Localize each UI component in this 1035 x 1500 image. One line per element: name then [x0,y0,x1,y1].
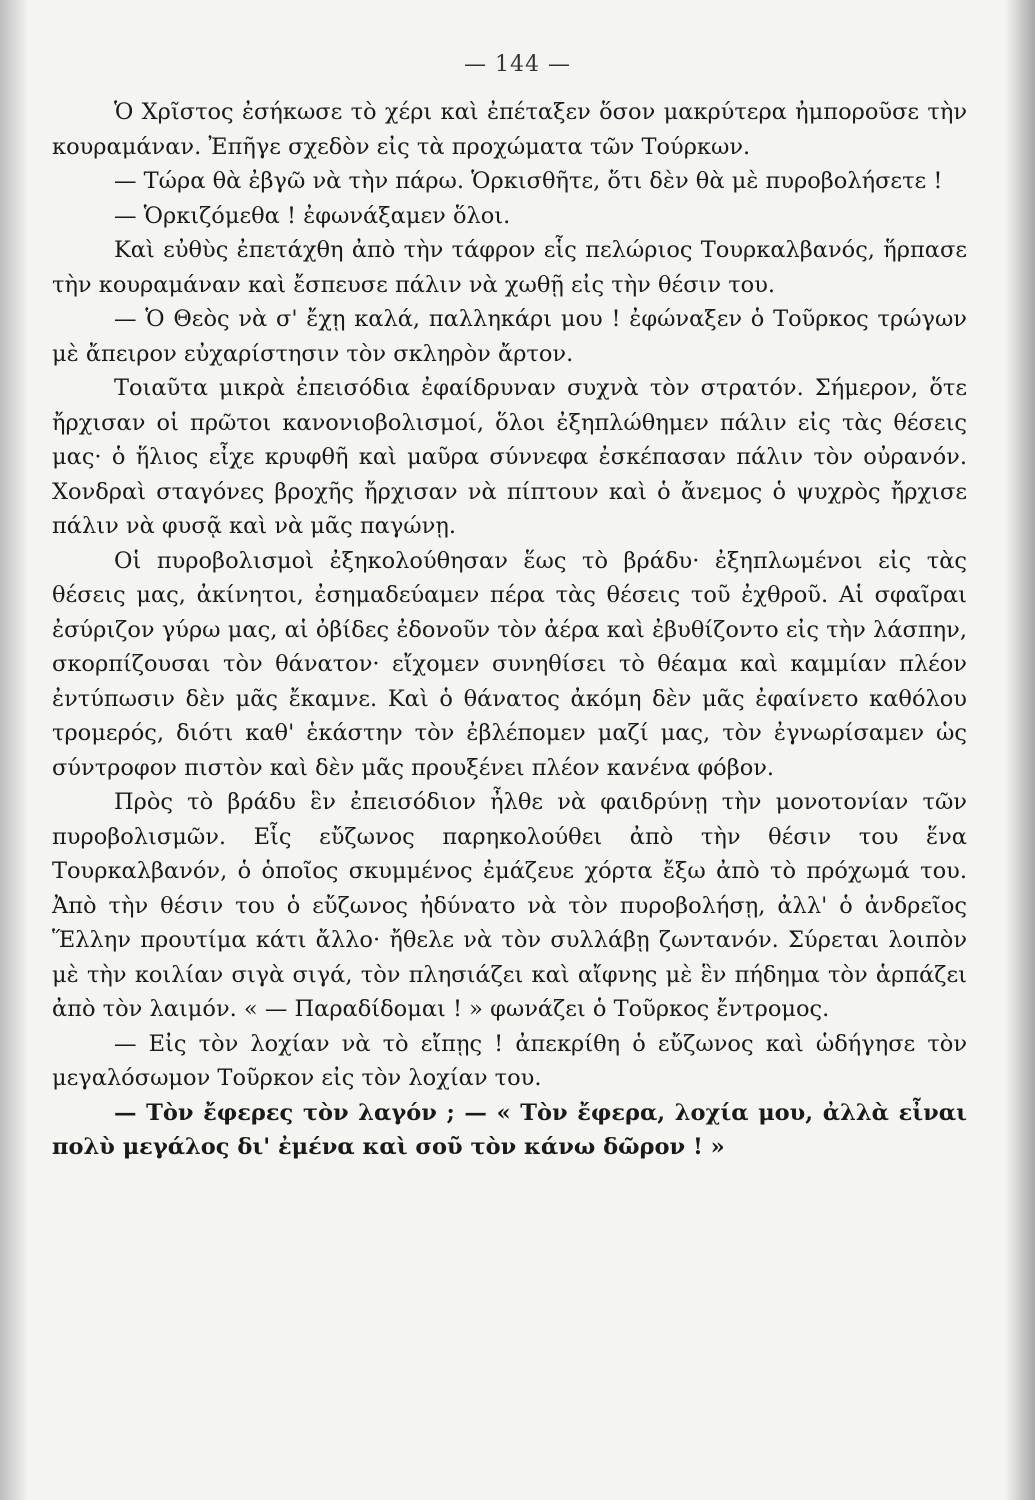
paragraph: — Ὁρκιζόμεθα ! ἐφωνάξαμεν ὅλοι. [114,202,511,229]
page-text [52,95,967,1165]
paragraph: — Ὁ Θεὸς νὰ σ' ἔχῃ καλά, παλληκάρι μου ! ἐφώναξεν ὁ Τοῦρκος τρώγων μὲ ἄπειρον εὐχαρίστησιν τὸν σκληρὸν ἄρτον. [52,306,967,367]
paragraph: — Τώρα θὰ ἐβγῶ νὰ τὴν πάρω. Ὁρκισθῆτε, ὅτι δὲν θὰ μὲ πυροβολήσετε ! [114,168,943,194]
page-number: — 144 — [464,52,571,77]
paragraph: — Τὸν ἔφερες τὸν λαγόν ; — « Τὸν ἔφερα, λοχία μου, ἀλλὰ εἶναι πολὺ μεγάλος δι' ἐμένα καὶ σοῦ τὸν κάνω δῶρον ! » [52,1099,967,1160]
paragraph: Ὁ Χρῖστος ἐσήκωσε τὸ χέρι καὶ ἐπέταξεν ὅσον μακρύτερα ἠμποροῦσε τὴν κουραμάναν. Ἐπῆγε σχεδὸν εἰς τὰ προχώματα τῶν Τούρκων. [52,99,967,160]
paragraph: Καὶ εὐθὺς ἐπετάχθη ἀπὸ τὴν τάφρον εἷς πελώριος Τουρκαλβανός, ἥρπασε τὴν κουραμάναν καὶ ἔσπευσε πάλιν νὰ χωθῇ εἰς τὴν θέσιν του. [52,237,967,298]
paragraph: — Εἰς τὸν λοχίαν νὰ τὸ εἴπῃς ! ἀπεκρίθη ὁ εὔζωνος καὶ ὡδήγησε τὸν μεγαλόσωμον Τοῦρκον εἰς τὸν λοχίαν του. [52,1030,967,1091]
paragraph: Τοιαῦτα μικρὰ ἐπεισόδια ἐφαίδρυναν συχνὰ τὸν στρατόν. Σήμερον, ὅτε ἤρχισαν οἱ πρῶτοι κανονιοβολισμοί, ὅλοι ἐξηπλώθημεν πάλιν εἰς τὰς θέσεις μας· ὁ ἥλιος εἶχε κρυφθῆ καὶ μαῦρα σύννεφα ἐσκέπασαν πάλιν τὸν οὐρανόν. Χονδραὶ σταγόνες βροχῆς ἤρχισαν νὰ πίπτουν καὶ ὁ ἄνεμος ὁ ψυχρὸς ἤρχισε πάλιν νὰ φυσᾷ καὶ νὰ μᾶς παγώνῃ. [52,375,967,539]
paragraph: Οἱ πυροβολισμοὶ ἐξηκολούθησαν ἕως τὸ βράδυ· ἐξηπλωμένοι εἰς τὰς θέσεις μας, ἀκίνητοι, ἐσημαδεύαμεν πέρα τὰς θέσεις τοῦ ἐχθροῦ. Αἱ σφαῖραι ἐσύριζον γύρω μας, αἱ ὀβίδες ἐδονοῦν τὸν ἀέρα καὶ ἐβυθίζοντο εἰς τὴν λάσπην, σκορπίζουσαι τὸν θάνατον· εἴχομεν συνηθίσει τὸ θέαμα καὶ καμμίαν πλέον ἐντύπωσιν δὲν μᾶς ἔκαμνε. Καὶ ὁ θάνατος ἀκόμη δὲν μᾶς ἐφαίνετο καθόλου τρομερός, διότι καθ' ἑκάστην τὸν ἐβλέπομεν μαζί μας, τὸν ἐγνωρίσαμεν ὡς σύντροφον πιστὸν καὶ δὲν μᾶς προυξένει πλέον κανένα φόβον. [52,547,967,781]
paragraph: Πρὸς τὸ βράδυ ἓν ἐπεισόδιον ἦλθε νὰ φαιδρύνῃ τὴν μονοτονίαν τῶν πυροβολισμῶν. Εἷς εὔζωνος παρηκολούθει ἀπὸ τὴν θέσιν του ἕνα Τουρκαλβανόν, ὁ ὁποῖος σκυμμένος ἐμάζευε χόρτα ἔξω ἀπὸ τὸ πρόχωμά του. Ἀπὸ τὴν θέσιν του ὁ εὔζωνος ἠδύνατο νὰ τὸν πυροβολήσῃ, ἀλλ' ὁ ἀνδρεῖος Ἕλλην προυτίμα κάτι ἄλλο· ἤθελε νὰ τὸν συλλάβῃ ζωντανόν. Σύρεται λοιπὸν μὲ τὴν κοιλίαν σιγὰ σιγά, τὸν πλησιάζει καὶ αἴφνης μὲ ἓν πήδημα τὸν ἁρπάζει ἀπὸ τὸν λαιμόν. « — Παραδίδομαι ! » φωνάζει ὁ Τοῦρκος ἔντρομος. [52,789,967,1022]
